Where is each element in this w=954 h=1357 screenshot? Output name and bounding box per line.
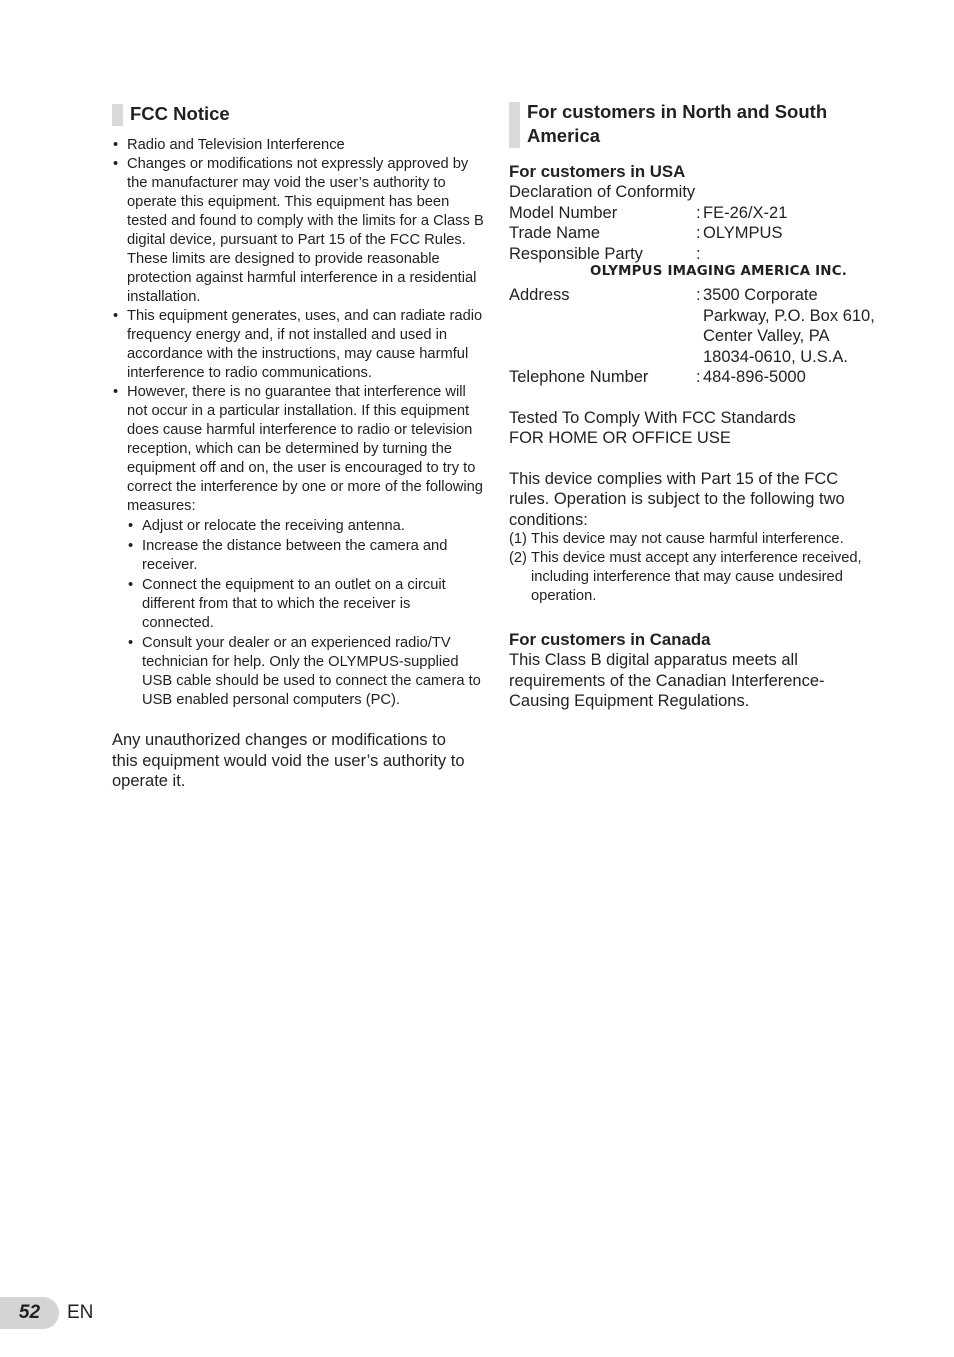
phone-row bbox=[509, 367, 881, 388]
list-item: (1) This device may not cause harmful interference. bbox=[509, 531, 844, 547]
fcc-notice-heading: FCC Notice bbox=[112, 102, 484, 126]
list-item: • This equipment generates, uses, and can radiate radio frequency energy and, if not installed and used in accordance with the instructions, may cause harmful interference to radio communications. bbox=[112, 307, 484, 383]
trade-row bbox=[509, 223, 881, 244]
americas-heading: For customers in North and South America bbox=[509, 100, 881, 148]
list-item: • Consult your dealer or an experienced radio/TV technician for help. Only the OLYMPUS-supplied USB cable should be used to connect the camera to USB enabled personal computers (PC). bbox=[127, 634, 484, 710]
trade-value: OLYMPUS bbox=[703, 224, 783, 242]
model-value: FE-26/X-21 bbox=[703, 203, 788, 222]
page-footer bbox=[0, 1297, 93, 1329]
list-item: • Connect the equipment to an outlet on a circuit different from that to which the receiver is connected. bbox=[127, 576, 484, 633]
americas-column bbox=[509, 100, 881, 712]
phone-value: 484-896-5000 bbox=[703, 368, 806, 386]
trade-label: Trade Name bbox=[509, 224, 601, 242]
phone-label: Telephone Number bbox=[509, 368, 649, 386]
party-label: Responsible Party bbox=[509, 244, 643, 263]
language-code: EN bbox=[67, 1302, 94, 1323]
tested-line: Tested To Comply With FCC Standards bbox=[509, 408, 796, 427]
canada-heading: For customers in Canada bbox=[509, 630, 711, 649]
complies-paragraph: This device complies with Part 15 of the FCC rules. Operation is subject to the following two conditions: bbox=[509, 469, 845, 529]
list-item: • Changes or modifications not expressly approved by the manufacturer may void the user’s authority to operate this equipment. This equipment has been tested and found to comply with the limits for a Class B digital device, pursuant to Part 15 of the FCC Rules. These limits are designed to provide reasonable protection against harmful interference in a residential installation. bbox=[112, 155, 484, 307]
company-logo-text: OLYMPUS IMAGING AMERICA INC. bbox=[590, 264, 848, 279]
fcc-notice-column bbox=[112, 100, 484, 792]
colon: : bbox=[696, 244, 701, 263]
closing-paragraph: Any unauthorized changes or modifications to this equipment would void the user’s authority to operate it. bbox=[112, 731, 465, 790]
page-number: 52 bbox=[0, 1297, 59, 1329]
party-row bbox=[509, 244, 881, 265]
colon: : bbox=[696, 224, 701, 242]
address-value: 3500 Corporate Parkway, P.O. Box 610, Center Valley, PA 18034-0610, U.S.A. bbox=[703, 286, 875, 366]
home-office-line: FOR HOME OR OFFICE USE bbox=[509, 429, 731, 447]
colon: : bbox=[696, 203, 701, 222]
measures-list bbox=[127, 517, 484, 710]
list-item: • Increase the distance between the camera and receiver. bbox=[127, 537, 484, 575]
fcc-bullet-list bbox=[112, 136, 484, 710]
list-item: • Adjust or relocate the receiving antenna. bbox=[127, 517, 484, 536]
colon: : bbox=[696, 286, 701, 304]
heading-bar bbox=[509, 102, 520, 148]
declaration-title: Declaration of Conformity bbox=[509, 183, 696, 201]
heading-bar bbox=[112, 104, 123, 126]
canada-paragraph: This Class B digital apparatus meets all requirements of the Canadian Interference-Causing Equipment Regulations. bbox=[509, 651, 825, 710]
list-item: • However, there is no guarantee that interference will not occur in a particular installation. If this equipment does cause harmful interference to radio or television reception, which can be determined by turning the equipment off and on, the user is encouraged to try to correct the interference by one or more of the following measures: • Adjust or relocate the receiving antenna. • Increase the distance between the camera and receiver. • Connect the equipment to an outlet on a circuit different from that to which the receiver is connected. • Consult your dealer or an experienced radio/TV technician for help. Only the OLYMPUS-supplied USB cable should be used to connect the camera to USB enabled personal computers (PC). bbox=[112, 383, 484, 710]
model-label: Model Number bbox=[509, 203, 618, 222]
model-row bbox=[509, 203, 881, 224]
list-item: • Radio and Television Interference bbox=[112, 136, 484, 155]
list-item: (2) This device must accept any interference received, including interference that may cause undesired operation. bbox=[509, 550, 862, 604]
address-row bbox=[509, 285, 881, 367]
conditions-list bbox=[509, 530, 881, 606]
address-label: Address bbox=[509, 286, 570, 304]
colon: : bbox=[696, 368, 701, 386]
usa-heading: For customers in USA bbox=[509, 162, 686, 181]
